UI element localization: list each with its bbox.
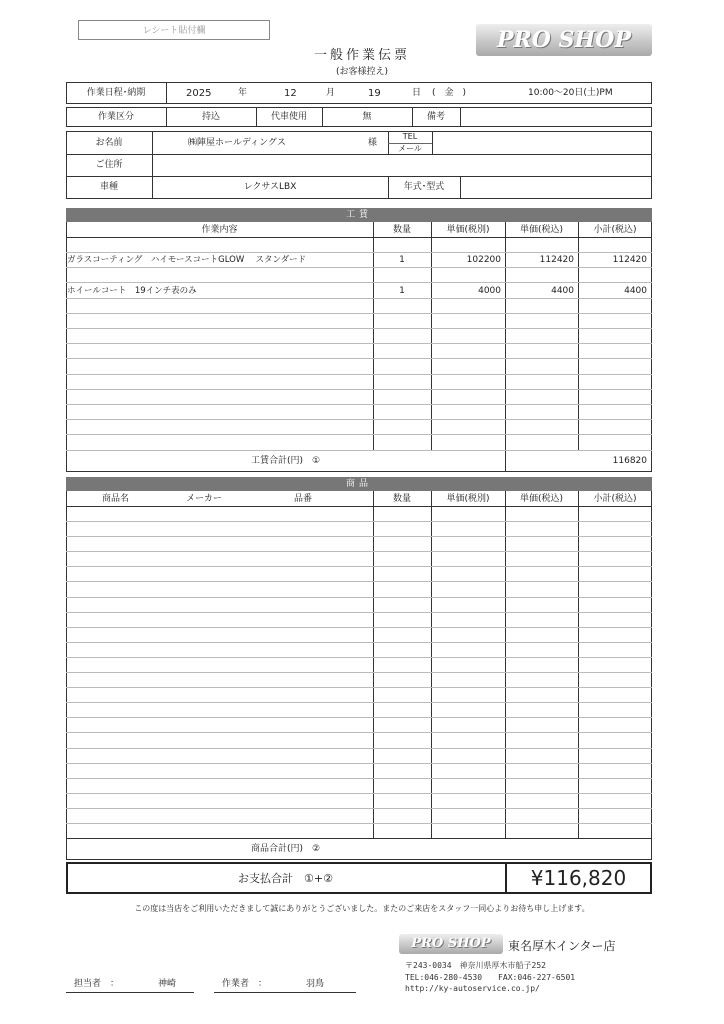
- row-divider: [66, 252, 652, 253]
- name-label: お名前: [95, 138, 123, 148]
- row-divider: [66, 404, 652, 405]
- labor-col-subtotal: 小計(税込): [593, 225, 637, 235]
- row-divider: [66, 642, 652, 643]
- labor-item-subtotal: 112420: [612, 255, 647, 265]
- row-divider: [66, 717, 652, 718]
- work-type-bring-in: 持込: [201, 112, 220, 122]
- product-col-unit-ex: 単価(税別): [446, 494, 490, 504]
- labor-item-unit-in: 112420: [539, 255, 574, 265]
- labor-total-label: 工賃合計(円) ①: [250, 456, 321, 466]
- receipt-attach-area: レシート貼付欄: [78, 20, 270, 40]
- product-col-partno: 品番: [294, 494, 313, 504]
- store-address: 〒243-0034 神奈川県厚木市船子252: [405, 961, 546, 970]
- pro-shop-logo: PRO SHOP: [476, 24, 652, 56]
- schedule-year: 2025: [186, 88, 212, 99]
- labor-item-qty: 1: [399, 286, 405, 296]
- products-total-label: 商品合計(円) ②: [250, 844, 321, 854]
- labor-item-desc: ホイールコート 19インチ表のみ: [67, 286, 197, 296]
- work-type-none: 無: [362, 112, 372, 122]
- row-divider: [66, 627, 652, 628]
- row-divider: [66, 358, 652, 359]
- store-tel-fax: TEL:046-280-4530 FAX:046-227-6501: [405, 973, 576, 982]
- vehicle-year-label: 年式･型式: [403, 182, 445, 192]
- document-subtitle: (お客様控え): [335, 67, 389, 77]
- labor-item-desc: ガラスコーティング ハイモースコートGLOW スタンダード: [67, 255, 307, 265]
- row-divider: [66, 823, 652, 824]
- row-divider: [66, 374, 652, 375]
- staff-name: 神崎: [158, 979, 177, 989]
- row-divider: [66, 328, 652, 329]
- day-unit: 日: [412, 88, 422, 98]
- labor-item-subtotal: 4400: [624, 286, 647, 296]
- payment-total-amount: ¥116,820: [530, 866, 627, 890]
- worker-name: 羽鳥: [306, 979, 325, 989]
- products-table: [66, 477, 652, 860]
- schedule-weekday: ( 金 ): [432, 88, 467, 98]
- product-col-qty: 数量: [392, 494, 411, 504]
- staff-label: 担当者 ：: [74, 979, 120, 989]
- schedule-day: 19: [368, 88, 381, 99]
- row-divider: [66, 763, 652, 764]
- store-name: 東名厚木インター店: [508, 939, 616, 953]
- row-divider: [66, 536, 652, 537]
- product-col-name: 商品名: [102, 494, 130, 504]
- row-divider: [66, 732, 652, 733]
- row-divider: [66, 808, 652, 809]
- payment-total-label: お支払合計 ①+②: [238, 872, 333, 885]
- row-divider: [66, 566, 652, 567]
- labor-table: [66, 208, 652, 472]
- row-divider: [66, 612, 652, 613]
- schedule-label: 作業日程･納期: [86, 88, 146, 98]
- schedule-month: 12: [284, 88, 297, 99]
- row-divider: [66, 450, 652, 451]
- work-type-label: 作業区分: [97, 112, 134, 122]
- products-section-header: 商品: [66, 477, 652, 491]
- labor-item-qty: 1: [399, 255, 405, 265]
- product-col-unit-in: 単価(税込): [519, 494, 564, 504]
- row-divider: [66, 419, 652, 420]
- row-divider: [66, 298, 652, 299]
- product-col-subtotal: 小計(税込): [593, 494, 637, 504]
- address-label: ご住所: [95, 160, 123, 170]
- store-url: http://ky-autoservice.co.jp/: [405, 984, 540, 993]
- vehicle-label: 車種: [99, 182, 118, 192]
- row-divider: [66, 521, 652, 522]
- customer-name: ㈱陣屋ホールディングス: [188, 138, 286, 148]
- labor-section-header: 工賃: [66, 208, 652, 222]
- row-divider: [66, 793, 652, 794]
- thank-you-message: この度は当店をご利用いただきまして誠にありがとうございました。またのご来店をスタッフ一同心よりお待ち申し上げます。: [134, 904, 590, 913]
- work-type-loaner: 代車使用: [270, 112, 307, 122]
- row-divider: [66, 313, 652, 314]
- honorific: 様: [368, 138, 378, 148]
- labor-item-unit-ex: 102200: [466, 255, 501, 265]
- row-divider: [66, 434, 652, 435]
- labor-total: 116820: [612, 456, 647, 466]
- labor-col-unit-ex: 単価(税別): [446, 225, 490, 235]
- row-divider: [66, 687, 652, 688]
- month-unit: 月: [326, 88, 336, 98]
- remarks-label: 備考: [426, 112, 445, 122]
- vehicle-model: レクサスLBX: [243, 182, 297, 192]
- worker-label: 作業者 ：: [222, 979, 268, 989]
- labor-col-desc: 作業内容: [201, 225, 238, 235]
- row-divider: [66, 748, 652, 749]
- row-divider: [66, 343, 652, 344]
- labor-item-unit-ex: 4000: [478, 286, 501, 296]
- labor-item-unit-in: 4400: [551, 286, 574, 296]
- year-unit: 年: [238, 88, 248, 98]
- row-divider: [66, 672, 652, 673]
- labor-col-unit-in: 単価(税込): [519, 225, 564, 235]
- row-divider: [66, 282, 652, 283]
- row-divider: [66, 551, 652, 552]
- row-divider: [66, 778, 652, 779]
- schedule-time: 10:00〜20日(土)PM: [528, 88, 613, 98]
- row-divider: [66, 267, 652, 268]
- tel-label: TEL: [402, 132, 418, 141]
- row-divider: [66, 389, 652, 390]
- row-divider: [66, 657, 652, 658]
- mail-label: メール: [398, 144, 422, 153]
- row-divider: [66, 581, 652, 582]
- document-title: 一般作業伝票: [313, 48, 410, 63]
- row-divider: [66, 702, 652, 703]
- product-col-maker: メーカー: [186, 494, 222, 504]
- pro-shop-logo-small: PRO SHOP: [399, 934, 503, 954]
- row-divider: [66, 597, 652, 598]
- labor-col-qty: 数量: [392, 225, 411, 235]
